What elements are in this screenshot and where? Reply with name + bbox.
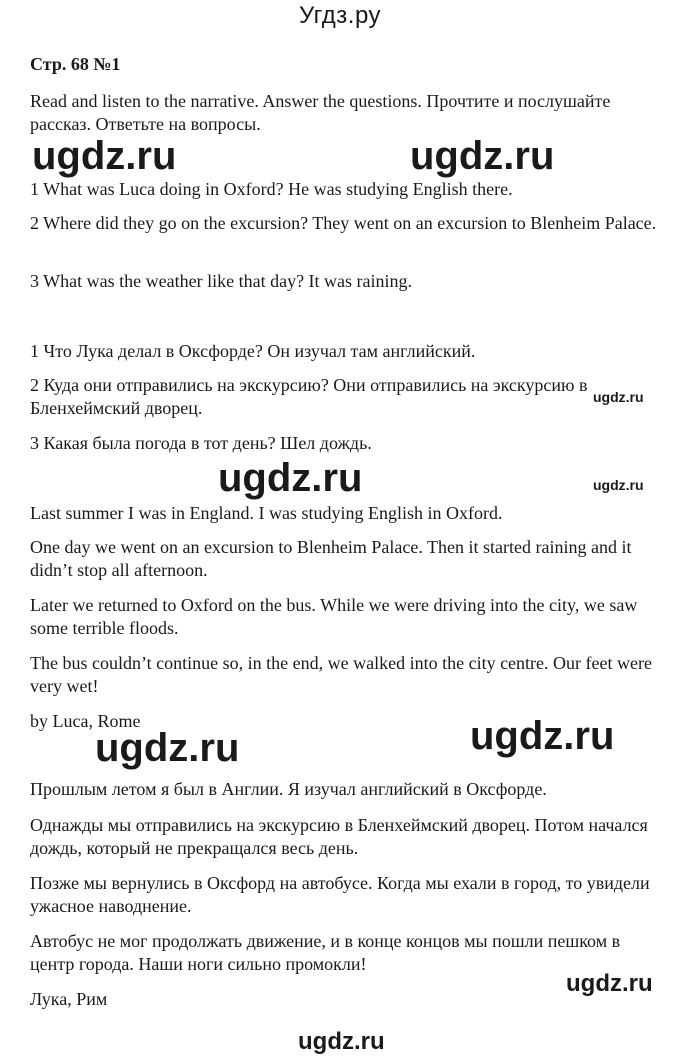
page-heading: Стр. 68 №1 xyxy=(30,54,121,74)
answer-ru-2: 2 Куда они отправились на экскурсию? Они отправились на экскурсию в Бленхеймский дворец. xyxy=(30,375,588,418)
answer-en-1: 1 What was Luca doing in Oxford? He was studying English there. xyxy=(30,179,513,199)
watermark: ugdz.ru xyxy=(593,389,644,405)
watermark: ugdz.ru xyxy=(32,134,177,178)
watermark: ugdz.ru xyxy=(218,456,363,500)
story-ru-4: Автобус не мог продолжать движение, и в конце концов мы пошли пешком в центр города. Наши ноги сильно промокли! xyxy=(30,931,621,974)
story-ru-2: Однажды мы отправились на экскурсию в Бленхеймский дворец. Потом начался дождь, который не прекращался весь день. xyxy=(30,815,648,858)
story-ru-signature: Лука, Рим xyxy=(30,989,108,1009)
watermark-footer: ugdz.ru xyxy=(298,1028,385,1055)
story-ru-3: Позже мы вернулись в Оксфорд на автобусе. Когда мы ехали в город, то увидели ужасное наводнение. xyxy=(30,873,650,916)
answer-ru-3: 3 Какая была погода в тот день? Шел дождь. xyxy=(30,433,372,453)
watermark: ugdz.ru xyxy=(593,477,644,493)
story-en-1: Last summer I was in England. I was studying English in Oxford. xyxy=(30,503,503,523)
site-title: Угдз.ру xyxy=(298,2,382,29)
answer-en-3: 3 What was the weather like that day? It was raining. xyxy=(30,271,413,291)
story-en-4: The bus couldn’t continue so, in the end, we walked into the city centre. Our feet were very wet! xyxy=(30,653,652,696)
task-text: Read and listen to the narrative. Answer the questions. Прочтите и послушайте рассказ. Ответьте на вопросы. xyxy=(30,91,611,134)
watermark: ugdz.ru xyxy=(470,714,615,758)
watermark: ugdz.ru xyxy=(566,970,653,997)
story-en-3: Later we returned to Oxford on the bus. While we were driving into the city, we saw some terrible floods. xyxy=(30,595,638,638)
answer-en-2: 2 Where did they go on the excursion? They went on an excursion to Blenheim Palace. xyxy=(30,213,657,233)
answer-ru-1: 1 Что Лука делал в Оксфорде? Он изучал там английский. xyxy=(30,341,476,361)
story-ru-1: Прошлым летом я был в Англии. Я изучал английский в Оксфорде. xyxy=(30,779,547,799)
story-en-2: One day we went on an excursion to Blenheim Palace. Then it started raining and it didn’t stop all afternoon. xyxy=(30,537,632,580)
watermark: ugdz.ru xyxy=(410,134,555,178)
story-en-signature: by Luca, Rome xyxy=(30,711,141,731)
watermark: ugdz.ru xyxy=(95,726,240,770)
